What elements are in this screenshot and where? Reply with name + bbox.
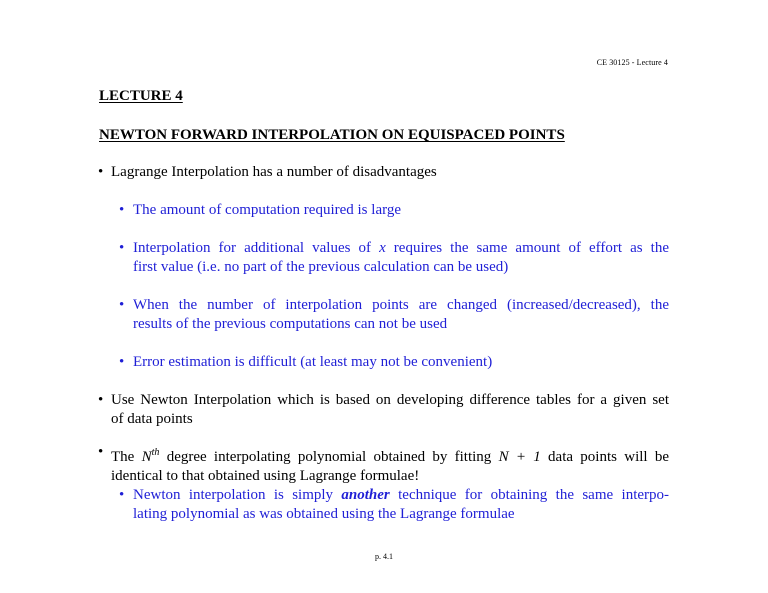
bullet-text: degree interpolating polynomial obtained by fitting [166,449,492,465]
bullet-line-2: of data points [111,411,193,427]
bullet-dot-icon: • [98,164,104,180]
bullet-text: Newton interpolation is simply [133,487,334,503]
bullet-line-1 [133,239,669,258]
bullet-line-2: lating polynomial as was obtained using the Lagrange formulae [133,506,515,522]
bullet-dot-icon: • [119,354,125,370]
math-variable-x: x [379,240,386,256]
bullet-dot-icon: • [98,444,104,460]
bullet-line-1: When the number of interpolation points are changed (increased/decreased), the [133,297,669,313]
bullet-newton-interpolation [98,391,669,429]
bullet-dot-icon: • [119,240,125,256]
subbullet-computation-large [119,201,669,220]
bullet-dot-icon: • [119,297,125,313]
lecture-title: LECTURE 4 [99,88,183,104]
bullet-text: Error estimation is difficult (at least may not be convenient) [133,354,493,370]
bullet-text: The amount of computation required is large [133,202,401,218]
bullet-text: The [111,449,135,465]
math-variable-n: $N^{th}$ [141,447,160,465]
bullet-line-1: Use Newton Interpolation which is based on developing difference tables for a given set [111,392,669,408]
page-number: p. 4.1 [375,552,393,561]
bullet-dot-icon: • [119,202,125,218]
bullet-dot-icon: • [119,487,125,503]
bullet-line-2: identical to that obtained using Lagrange formulae! [111,468,420,484]
bullet-text: Interpolation for additional values of [133,240,371,256]
section-title: NEWTON FORWARD INTERPOLATION ON EQUISPACED POINTS [99,127,565,143]
subbullet-another-technique [119,486,670,524]
superscript-th: th [151,447,160,458]
bullet-text: Lagrange Interpolation has a number of disadvantages [111,164,437,180]
bullet-nth-degree-polynomial [98,443,670,486]
bullet-text: data points will be [548,449,670,465]
math-expression-n-plus-1: N + 1 [498,449,541,465]
bullet-line-1 [111,443,669,467]
bullet-text: requires the same amount of effort as the [393,240,669,256]
bullet-text: technique for obtaining the same interpo- [398,487,670,503]
emphasis-another: another [341,487,390,503]
subbullet-additional-values [119,239,669,277]
bullet-dot-icon: • [98,392,104,408]
subbullet-error-estimation [119,353,669,372]
bullet-lagrange-disadvantages [98,163,669,182]
page-header: CE 30125 - Lecture 4 [596,58,668,67]
subbullet-points-changed [119,296,669,334]
bullet-line-2: first value (i.e. no part of the previous calculation can be used) [133,259,509,275]
bullet-line-2: results of the previous computations can not be used [133,316,448,332]
bullet-line-1 [133,486,669,505]
